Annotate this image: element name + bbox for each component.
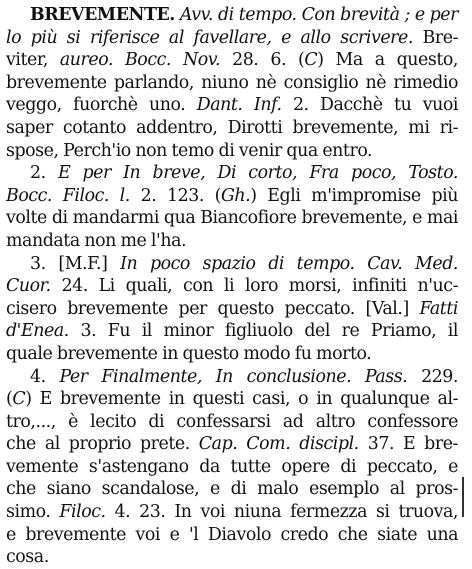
text-segment: 229. xyxy=(407,366,458,387)
text-line xyxy=(6,298,458,321)
text-line xyxy=(6,162,458,185)
text-segment: 4. 23. In voi niuna fermezza si truova, xyxy=(105,502,458,523)
text-segment: ) Ma a questo, xyxy=(317,50,458,71)
italic-text: d'Enea. xyxy=(6,321,69,342)
margin-rule xyxy=(462,477,464,517)
text-line xyxy=(6,524,458,547)
text-segment: ) E brevemente in questi casi, o in qualunque al- xyxy=(25,389,458,410)
text-segment: saper cotanto addentro, Dirotti brevemente, mi ri- xyxy=(6,117,458,138)
text-segment: 2. xyxy=(30,163,58,184)
text-segment: 3. [M.F.] xyxy=(30,253,121,274)
text-segment: ) Egli m'impromise più xyxy=(250,185,458,206)
text-line xyxy=(6,253,458,276)
text-line xyxy=(6,140,458,163)
text-segment: 37. E bre- xyxy=(358,434,458,455)
text-line xyxy=(6,94,458,117)
text-segment: 2. 123. ( xyxy=(129,185,221,206)
text-segment: che siano scandalose, e di malo esemplo al pros- xyxy=(6,479,458,500)
italic-text: lo più si riferisce al favellare, e allo scrivere. xyxy=(6,27,413,48)
text-line xyxy=(6,478,458,501)
italic-text: C xyxy=(12,389,26,410)
text-segment: quale brevemente in questo modo fu morto. xyxy=(6,343,372,364)
text-segment: spose, Perch'io non temo di venir qua entro. xyxy=(6,140,373,161)
text-segment: e brevemente voi e 'l Diavolo credo che siate una xyxy=(6,524,458,545)
text-line xyxy=(6,411,458,434)
text-line xyxy=(6,388,458,411)
text-line xyxy=(6,433,458,456)
text-line xyxy=(6,72,458,95)
text-segment: volte di mandarmi qua Biancofiore brevemente, e mai xyxy=(6,208,458,229)
text-segment: 2. Dacchè tu vuoi xyxy=(281,95,458,116)
italic-text: Dant. Inf. xyxy=(196,95,282,116)
text-line xyxy=(6,343,458,366)
text-segment: che al proprio prete. xyxy=(6,434,199,455)
text-segment: 28. 6. ( xyxy=(220,50,305,71)
text-line xyxy=(6,366,458,389)
text-segment: veggo, fuorchè uno. xyxy=(6,95,197,116)
text-segment: Bre- xyxy=(412,27,458,48)
text-segment: brevemente parlando, niuno nè consiglio nè rimedio xyxy=(6,72,458,93)
text-segment: tro,..., è lecito di confessarsi ad altro confessore xyxy=(6,411,458,432)
dictionary-entry xyxy=(6,4,458,569)
text-line xyxy=(6,320,458,343)
italic-text: Filoc. xyxy=(59,502,106,523)
italic-text: Avv. di tempo. Con brevità ; e per xyxy=(179,5,459,25)
italic-text: Bocc. Filoc. l. xyxy=(6,185,130,206)
text-line xyxy=(6,49,458,72)
text-segment: ( xyxy=(6,389,13,410)
text-segment: vemente s'astengano da tutte opere di peccato, e xyxy=(6,456,458,477)
italic-text: Gh. xyxy=(220,185,251,206)
text-line xyxy=(6,4,458,27)
text-line xyxy=(6,546,458,569)
text-line xyxy=(6,275,458,298)
italic-text: aureo. Bocc. Nov. xyxy=(59,50,221,71)
headword: BREVEMENTE. xyxy=(30,5,175,25)
text-segment: 4. xyxy=(30,366,60,387)
text-line xyxy=(6,27,458,50)
italic-text: Cuor. xyxy=(6,276,51,297)
italic-text: E per In breve, Di corto, Fra poco, Tosto. xyxy=(57,163,458,184)
text-segment: mandata non me l'ha. xyxy=(6,230,187,251)
text-line xyxy=(6,185,458,208)
italic-text: Fatti xyxy=(419,298,458,319)
italic-text: Cap. Com. discipl. xyxy=(198,434,359,455)
text-line xyxy=(6,456,458,479)
italic-text: Per Finalmente, In conclusione. Pass. xyxy=(59,366,408,387)
text-segment: cosa. xyxy=(6,547,49,568)
italic-text: In poco spazio di tempo. Cav. Med. xyxy=(120,253,458,274)
text-segment: viter, xyxy=(6,50,60,71)
text-segment: 24. Li quali, con li loro morsi, infiniti n'uc- xyxy=(50,276,458,297)
text-line xyxy=(6,501,458,524)
text-line xyxy=(6,230,458,253)
text-line xyxy=(6,117,458,140)
text-segment: 3. Fu il minor figliuolo del re Priamo, il xyxy=(68,321,458,342)
text-segment: cisero brevemente per questo peccato. [Val.] xyxy=(6,298,420,319)
text-line xyxy=(6,207,458,230)
text-segment: simo. xyxy=(6,502,60,523)
italic-text: C xyxy=(304,50,318,71)
